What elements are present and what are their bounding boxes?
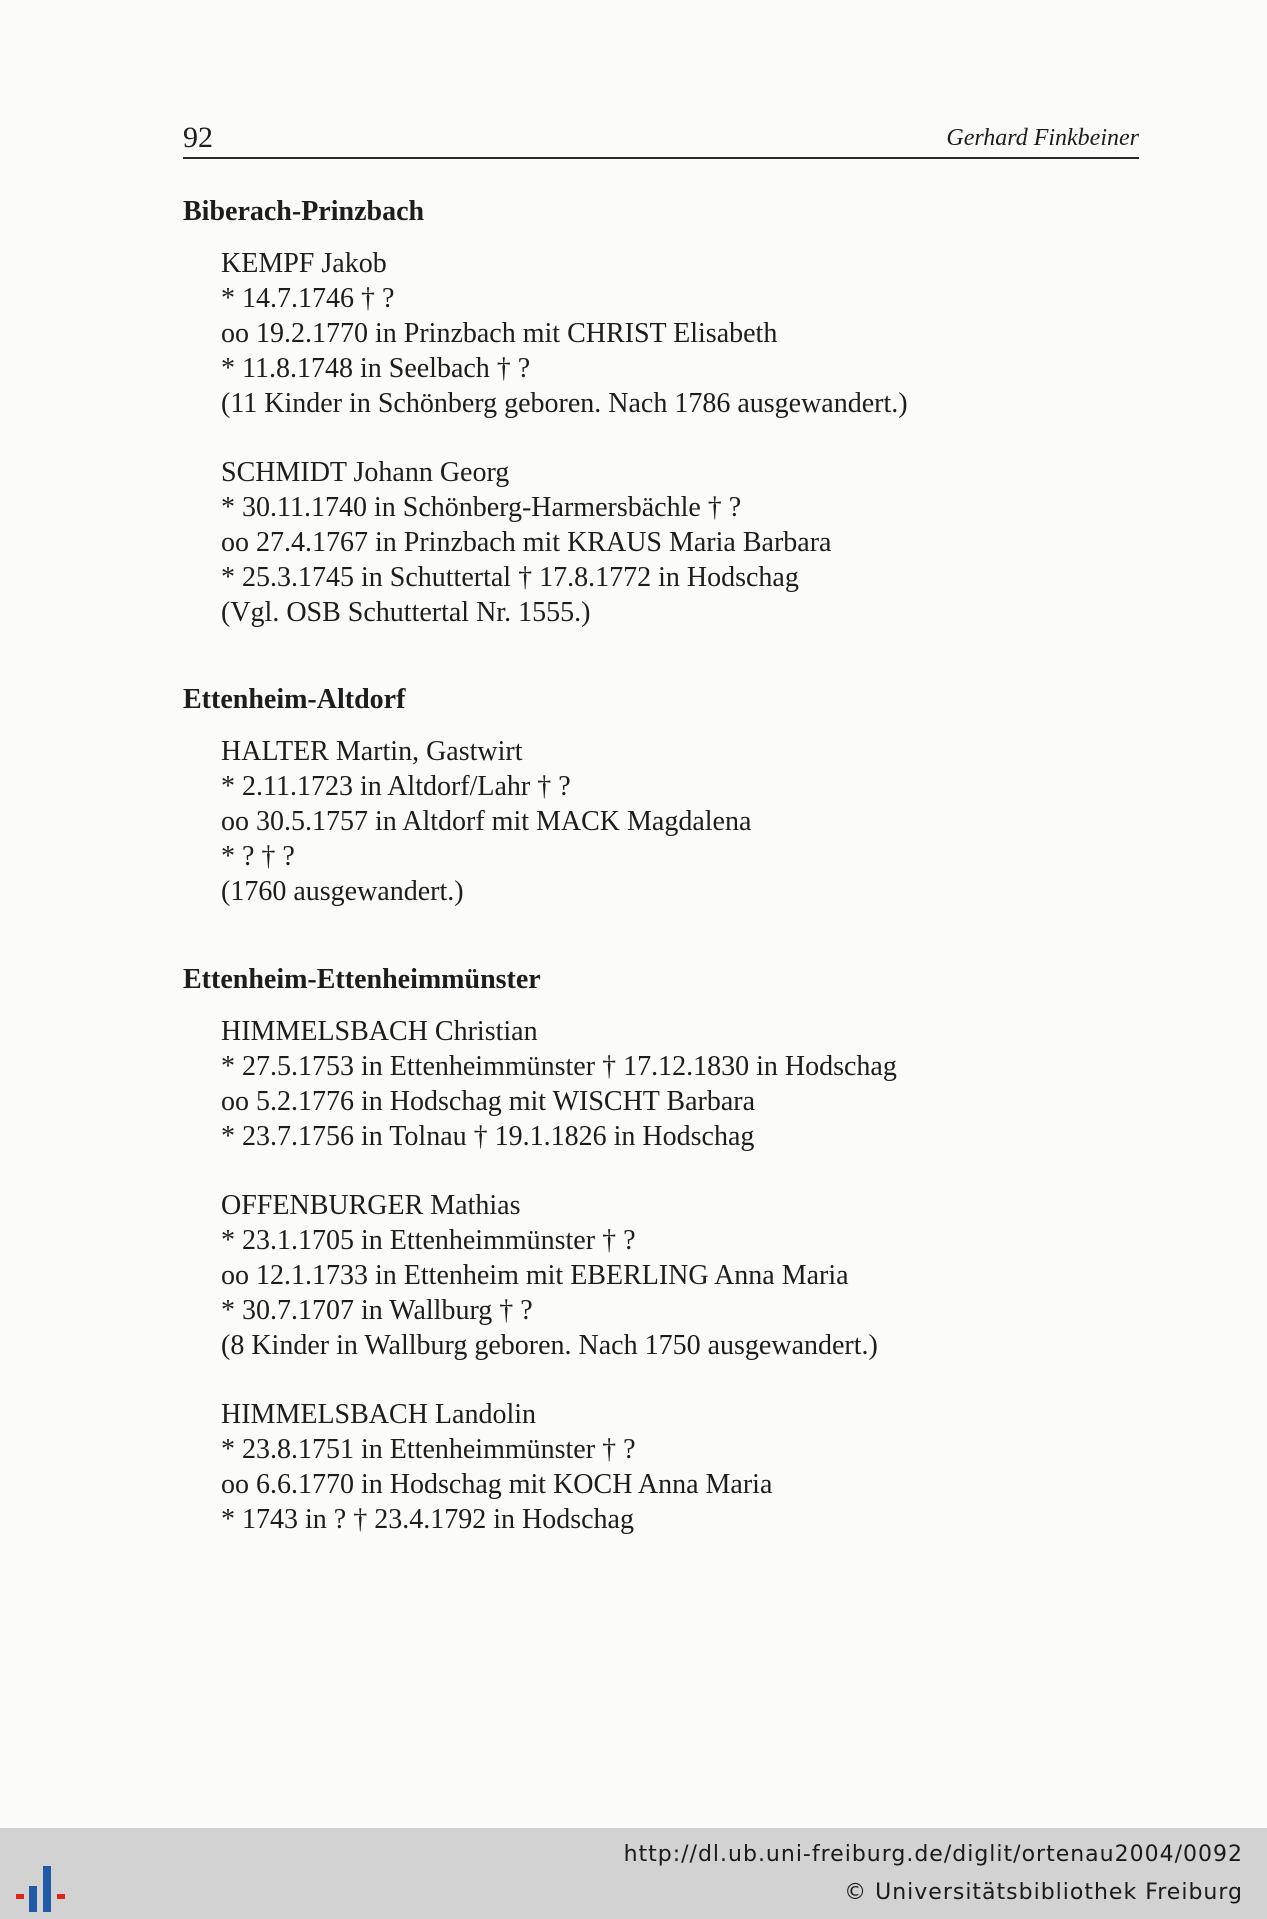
entry-line: oo 5.2.1776 in Hodschag mit WISCHT Barbara (221, 1086, 756, 1117)
viewer-footer (0, 1828, 1267, 1919)
genealogy-entry (221, 246, 908, 421)
entry-line: * 11.8.1748 in Seelbach † ? (221, 353, 531, 384)
entry-line: HIMMELSBACH Christian (221, 1016, 538, 1047)
entry-line: * 2.11.1723 in Altdorf/Lahr † ? (221, 771, 571, 802)
genealogy-entry (221, 1014, 897, 1154)
entry-line: * 27.5.1753 in Ettenheimmünster † 17.12.1830 in Hodschag (221, 1051, 897, 1082)
entry-line: oo 6.6.1770 in Hodschag mit KOCH Anna Maria (221, 1469, 773, 1500)
entry-line: * 30.11.1740 in Schönberg-Harmersbächle † ? (221, 492, 742, 523)
section-title: Ettenheim-Altdorf (183, 684, 406, 715)
entry-line: oo 12.1.1733 in Ettenheim mit EBERLING Anna Maria (221, 1260, 849, 1291)
entry-line: HIMMELSBACH Landolin (221, 1399, 536, 1430)
ub-freiburg-logo-icon (16, 1866, 80, 1914)
entry-line: SCHMIDT Johann Georg (221, 457, 510, 488)
entry-line: * 30.7.1707 in Wallburg † ? (221, 1295, 533, 1326)
entry-line: * 23.7.1756 in Tolnau † 19.1.1826 in Hodschag (221, 1121, 755, 1152)
page-number: 92 (183, 121, 213, 154)
entry-line: OFFENBURGER Mathias (221, 1190, 521, 1221)
entry-line: (1760 ausgewandert.) (221, 876, 464, 907)
copyright-notice: © Universitätsbibliothek Freiburg (844, 1880, 1243, 1905)
genealogy-entry (221, 455, 831, 630)
entry-line: (11 Kinder in Schönberg geboren. Nach 1786 ausgewandert.) (221, 388, 908, 419)
entry-line: * 25.3.1745 in Schuttertal † 17.8.1772 in Hodschag (221, 562, 799, 593)
entry-line: oo 27.4.1767 in Prinzbach mit KRAUS Maria Barbara (221, 527, 832, 558)
section-title: Ettenheim-Ettenheimmünster (183, 964, 541, 995)
permalink-url[interactable]: http://dl.ub.uni-freiburg.de/diglit/ortenau2004/0092 (623, 1842, 1243, 1867)
entry-line: KEMPF Jakob (221, 248, 387, 279)
genealogy-entry (221, 1397, 772, 1537)
entry-line: * 23.8.1751 in Ettenheimmünster † ? (221, 1434, 636, 1465)
entry-line: * 23.1.1705 in Ettenheimmünster † ? (221, 1225, 636, 1256)
section-title: Biberach-Prinzbach (183, 196, 425, 227)
entry-line: oo 19.2.1770 in Prinzbach mit CHRIST Elisabeth (221, 318, 778, 349)
genealogy-entry (221, 734, 751, 909)
genealogy-entry (221, 1188, 878, 1363)
entry-line: * 1743 in ? † 23.4.1792 in Hodschag (221, 1504, 634, 1535)
entry-line: * ? † ? (221, 841, 295, 872)
entry-line: oo 30.5.1757 in Altdorf mit MACK Magdalena (221, 806, 752, 837)
running-head: Gerhard Finkbeiner (946, 125, 1139, 151)
entry-line: * 14.7.1746 † ? (221, 283, 395, 314)
entry-line: (Vgl. OSB Schuttertal Nr. 1555.) (221, 597, 591, 628)
entry-line: (8 Kinder in Wallburg geboren. Nach 1750 ausgewandert.) (221, 1330, 878, 1361)
entry-line: HALTER Martin, Gastwirt (221, 736, 523, 767)
